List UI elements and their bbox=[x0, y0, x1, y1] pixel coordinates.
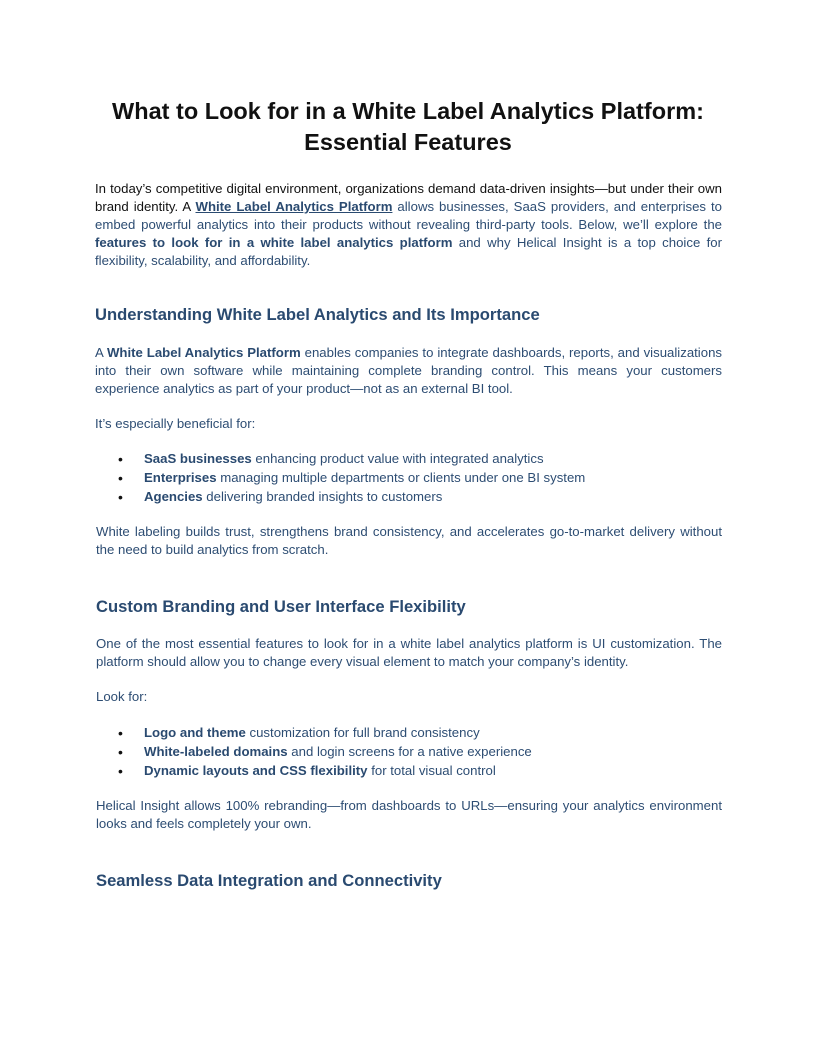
bullet-icon: • bbox=[118, 762, 123, 779]
list-item-text: enhancing product value with integrated analytics bbox=[251, 451, 544, 466]
title-line-2: Essential Features bbox=[304, 129, 512, 155]
list-item-bold: White-labeled domains bbox=[144, 743, 288, 759]
section-heading-custom-branding: Custom Branding and User Interface Flexibility bbox=[96, 597, 466, 616]
list-item-text: customization for full brand consistency bbox=[245, 725, 480, 740]
bullet-icon: • bbox=[118, 469, 123, 486]
section2-paragraph-1: One of the most essential features to look for in a white label analytics platform is UI customization. The platform should allow you to change every visual element to match your company’s identity. bbox=[96, 636, 722, 669]
intro-paragraph bbox=[95, 180, 722, 270]
list-item-bold: Dynamic layouts and CSS flexibility bbox=[144, 762, 368, 778]
intro-text-3: and why Helical Insight is a top choice for flexibility, scalability, and affordability. bbox=[95, 234, 722, 268]
intro-text-1: In today’s competitive digital environment, organizations demand data-driven insights—but under their own brand identity. A bbox=[95, 181, 722, 214]
section-heading-data-integration: Seamless Data Integration and Connectivity bbox=[96, 871, 442, 890]
list-item-text: for total visual control bbox=[367, 762, 496, 778]
section2-paragraph-3: Helical Insight allows 100% rebranding—from dashboards to URLs—ensuring your analytics environment looks and feels completely your own. bbox=[96, 798, 722, 831]
list-item bbox=[118, 450, 718, 469]
section1-paragraph-1 bbox=[95, 344, 722, 398]
list-item bbox=[118, 743, 718, 762]
section1-paragraph-3: White labeling builds trust, strengthens brand consistency, and accelerates go-to-market delivery without the need to build analytics from scratch. bbox=[96, 524, 722, 557]
section1-bullet-list bbox=[118, 450, 718, 506]
list-item bbox=[118, 724, 718, 743]
section2-bullet-list bbox=[118, 724, 718, 780]
list-item-text: and login screens for a native experience bbox=[287, 743, 532, 759]
section1-paragraph-2: It’s especially beneficial for: bbox=[95, 416, 256, 431]
title-line-1: What to Look for in a White Label Analytics Platform: bbox=[112, 98, 704, 124]
section1-para1-rest: enables companies to integrate dashboards, reports, and visualizations into their own software while maintaining complete branding control. This means your customers experience analytics as part of your product—not as an external BI tool. bbox=[95, 345, 723, 396]
list-item-bold: SaaS businesses bbox=[144, 451, 252, 466]
list-item-text: delivering branded insights to customers bbox=[202, 488, 443, 504]
list-item-text: managing multiple departments or clients under one BI system bbox=[216, 469, 586, 485]
page-title bbox=[96, 96, 720, 158]
intro-text-2: allows businesses, SaaS providers, and enterprises to embed powerful analytics into their products without revealing third-party tools. Below, we’ll explore the bbox=[95, 198, 723, 232]
bullet-icon: • bbox=[118, 488, 123, 505]
list-item-bold: Agencies bbox=[144, 488, 203, 504]
section1-para1-bold: White Label Analytics Platform bbox=[106, 345, 301, 360]
list-item-bold: Enterprises bbox=[144, 469, 217, 485]
section1-para1-pre: A bbox=[95, 345, 107, 360]
list-item-bold: Logo and theme bbox=[144, 725, 246, 740]
bullet-icon: • bbox=[118, 743, 123, 760]
list-item bbox=[118, 488, 718, 507]
section2-paragraph-2: Look for: bbox=[96, 689, 148, 704]
section-heading-understanding: Understanding White Label Analytics and Its Importance bbox=[95, 305, 540, 324]
white-label-analytics-link[interactable]: White Label Analytics Platform bbox=[195, 198, 393, 214]
list-item bbox=[118, 469, 718, 488]
bullet-icon: • bbox=[118, 451, 123, 467]
list-item bbox=[118, 762, 718, 781]
bullet-icon: • bbox=[118, 725, 123, 741]
intro-bold-phrase: features to look for in a white label analytics platform bbox=[95, 234, 453, 250]
